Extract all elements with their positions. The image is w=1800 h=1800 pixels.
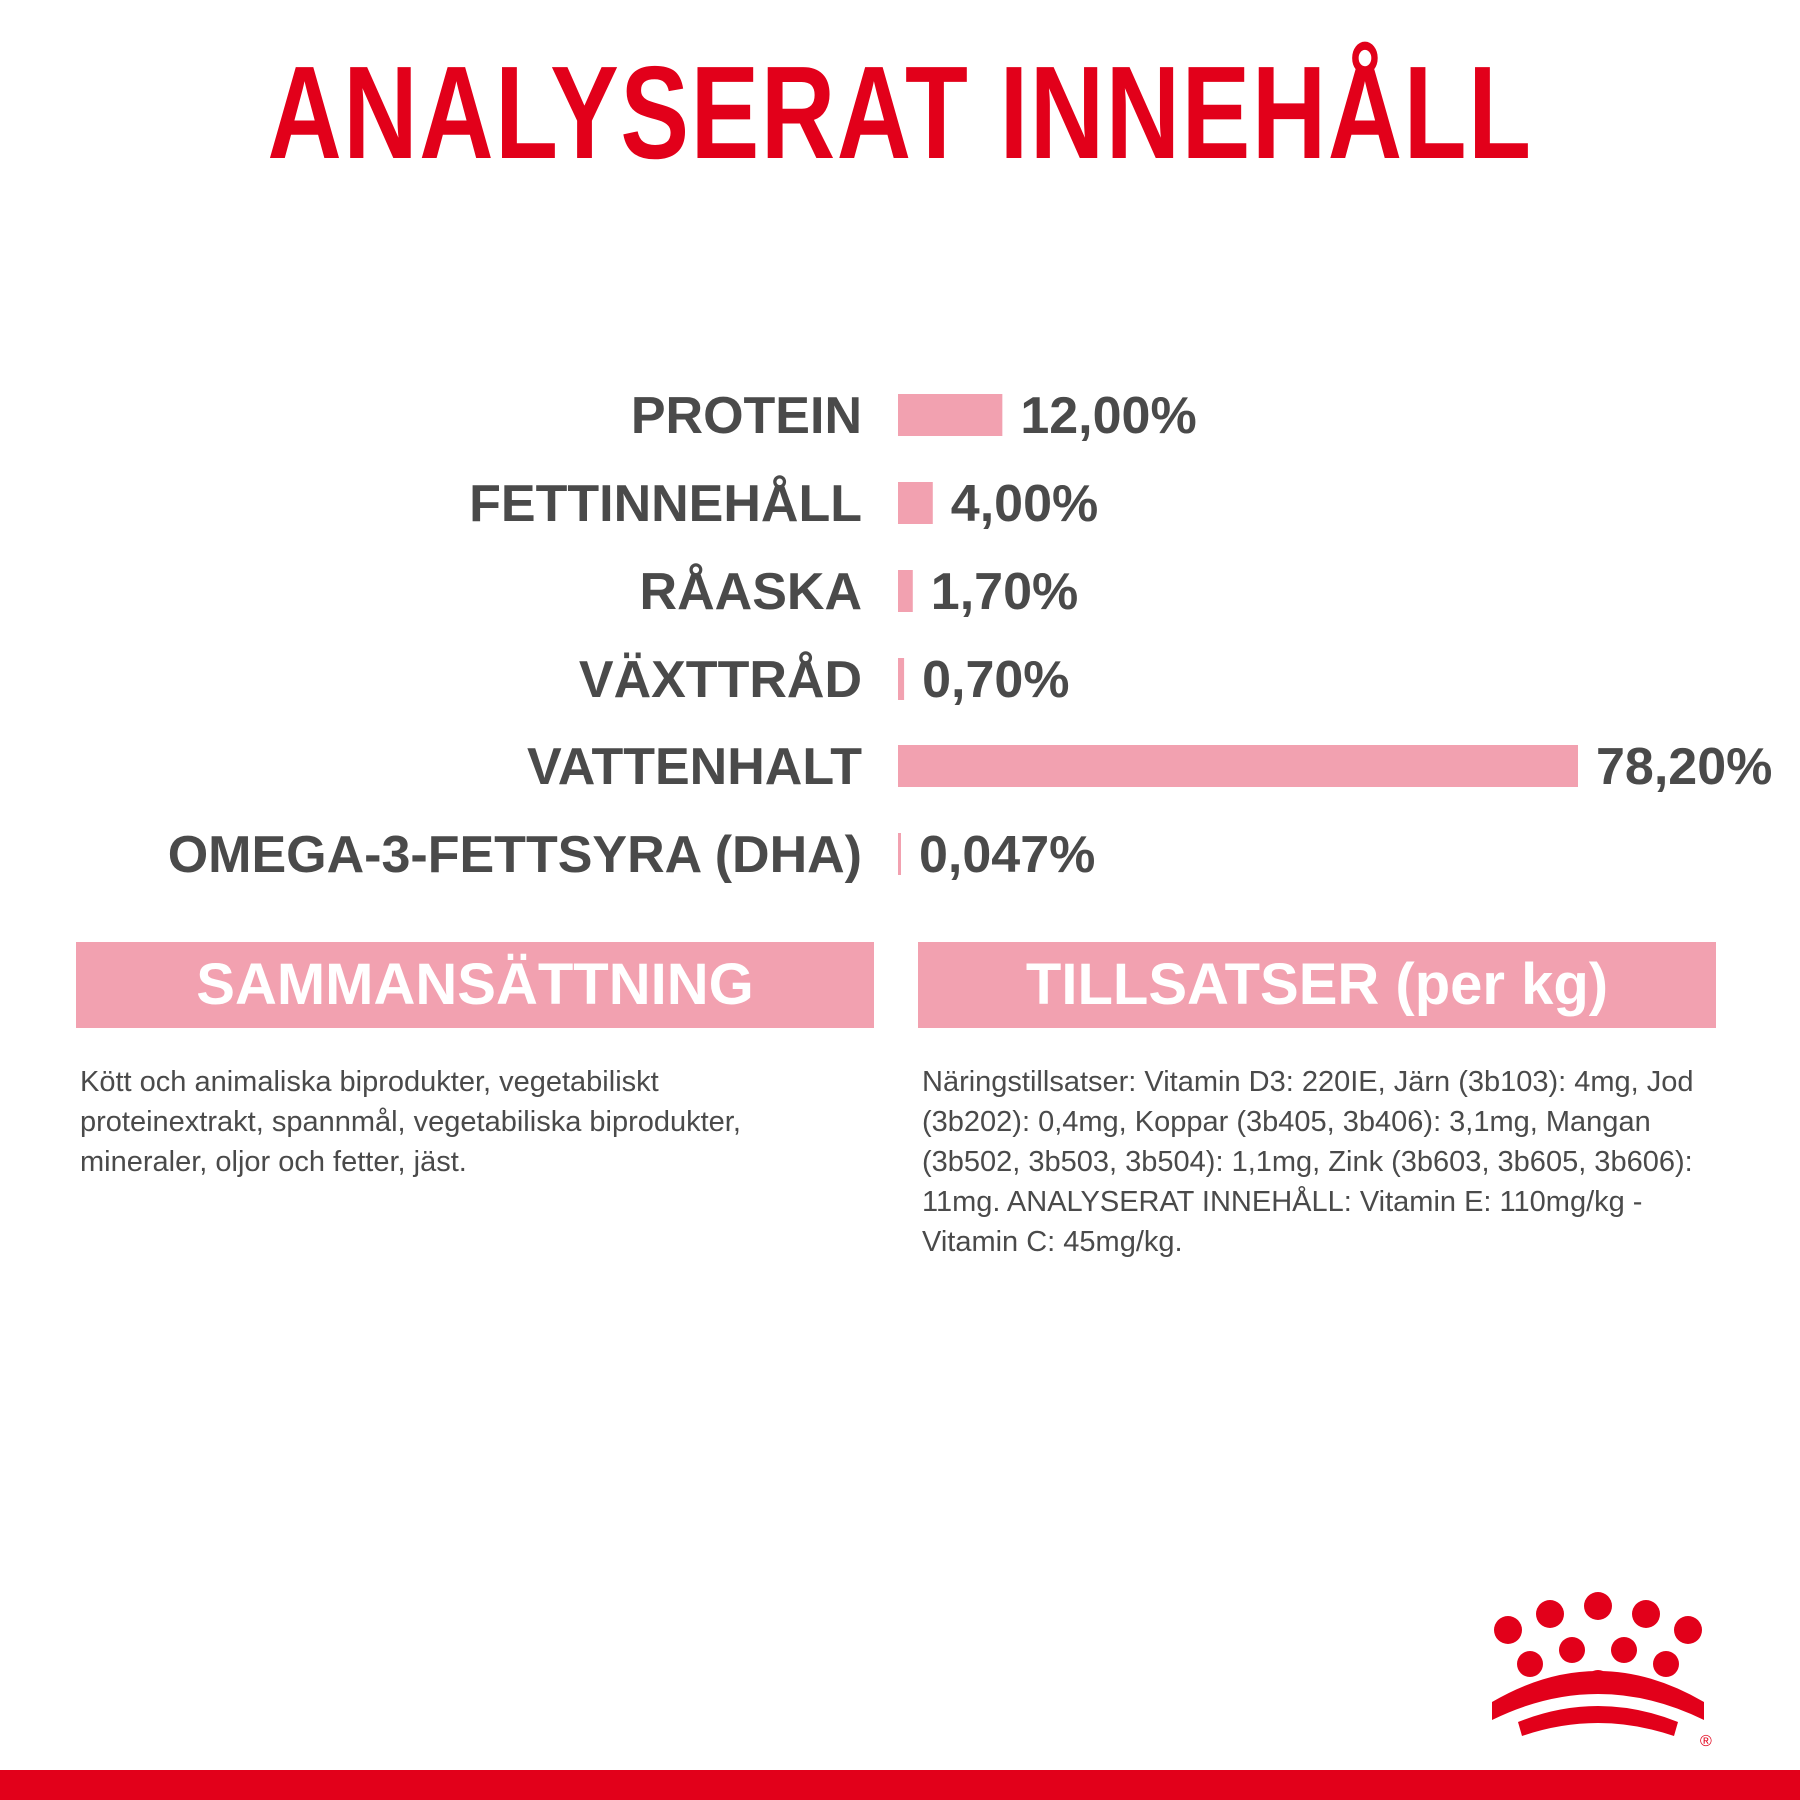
- bar: [898, 833, 901, 875]
- category-label: PROTEIN: [630, 387, 862, 445]
- value-label: 4,00%: [950, 475, 1099, 533]
- bar: [898, 394, 1002, 436]
- composition-text: Kött och animaliska biprodukter, vegetabiliskt proteinextrakt, spannmål, vegetabiliska biprodukter, mineraler, oljor och fetter, jäst.: [80, 1066, 741, 1178]
- value-label: 12,00%: [1020, 387, 1197, 445]
- bar: [898, 570, 913, 612]
- category-label: VATTENHALT: [526, 738, 862, 796]
- category-label: OMEGA-3-FETTSYRA (DHA): [167, 826, 862, 884]
- bar: [898, 482, 933, 524]
- value-label: 1,70%: [930, 563, 1079, 621]
- registered-mark: ®: [1700, 1733, 1712, 1750]
- category-label: VÄXTTRÅD: [578, 651, 862, 709]
- value-label: 0,70%: [922, 651, 1070, 709]
- page-title: ANALYSERAT INNEHÅLL: [267, 39, 1533, 186]
- additives-header: TILLSATSER (per kg): [918, 942, 1716, 1028]
- bar: [898, 745, 1578, 787]
- value-label: 0,047%: [919, 826, 1096, 884]
- royal-canin-crown-icon: [1478, 1590, 1718, 1750]
- category-label: RÅASKA: [639, 563, 862, 621]
- value-label: 78,20%: [1596, 738, 1773, 796]
- additives-text: Näringstillsatser: Vitamin D3: 220IE, Järn (3b103): 4mg, Jod (3b202): 0,4mg, Koppar (3b405, 3b406): 3,1mg, Mangan (3b502, 3b503, 3b504): 1,1mg, Zink (3b603, 3b605, 3b606): 11mg. ANALYSERAT INNEHÅLL: Vitamin E: 110mg/kg - Vitamin C: 45mg/kg.: [922, 1066, 1694, 1258]
- category-label: FETTINNEHÅLL: [469, 475, 862, 533]
- bottom-brand-bar: [0, 1770, 1800, 1800]
- bar: [898, 658, 904, 700]
- composition-header: SAMMANSÄTTNING: [76, 942, 874, 1028]
